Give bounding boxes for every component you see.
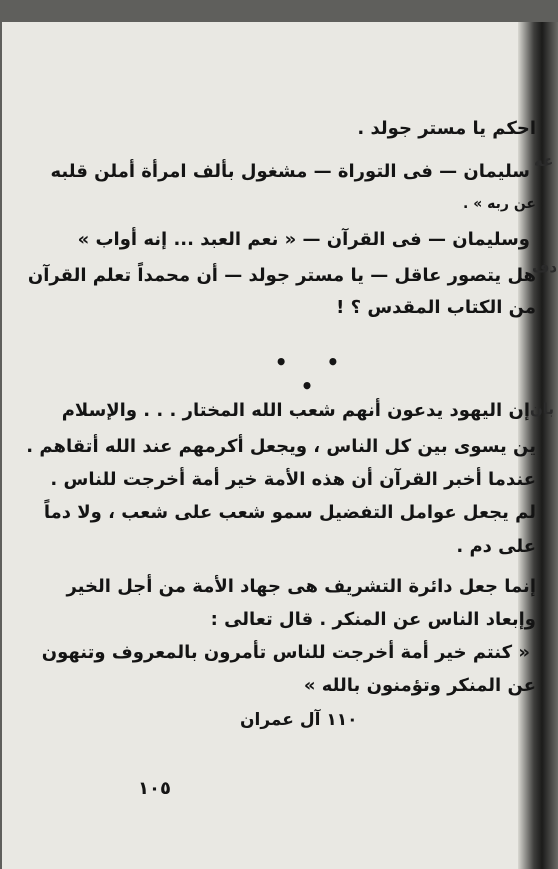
page-number: ١٠٥ — [138, 778, 171, 799]
text-line: إنما جعل دائرة التشريف هى جهاد الأمة من أجل الخير — [66, 576, 536, 597]
text-line: عندما أخبر القرآن أن هذه الأمة خير أمة أخرجت للناس . — [50, 469, 536, 490]
section-separator: • • • — [274, 350, 356, 398]
margin-fragment: دف — [532, 258, 558, 276]
quran-reference: ١١٠ آل عمران — [240, 710, 358, 730]
text-line: وإبعاد الناس عن المنكر . قال تعالى : — [210, 609, 536, 630]
text-line: من الكتاب المقدس ؟ ! — [336, 297, 536, 318]
text-line: إن اليهود يدعون أنهم شعب الله المختار . . . والإسلام — [61, 400, 530, 421]
text-line: سليمان — فى التوراة — مشغول بألف امرأة أملن قلبه — [50, 161, 530, 182]
text-line: على دم . — [456, 536, 536, 557]
margin-fragment: عه — [534, 152, 554, 170]
text-line: عن المنكر وتؤمنون بالله » — [303, 675, 536, 696]
text-line: هل يتصور عاقل — يا مستر جولد — أن محمداً تعلم القرآن — [27, 265, 536, 286]
text-line: عن ربه » . — [463, 196, 536, 212]
text-line: لم يجعل عوامل التفضيل سمو شعب على شعب ، ولا دماً — [43, 502, 536, 523]
body-text-top — [27, 113, 536, 324]
text-line: ين يسوى بين كل الناس ، ويجعل أكرمهم عند الله أتقاهم . — [26, 436, 536, 457]
text-line: وسليمان — فى القرآن — « نعم العبد ... إنه أواب » — [77, 229, 530, 250]
text-line: احكم يا مستر جولد . — [357, 118, 536, 139]
margin-fragment: بان — [530, 400, 555, 418]
text-line: « كنتم خير أمة أخرجت للناس تأمرون بالمعروف وتنهون — [41, 642, 530, 663]
body-text-middle — [26, 395, 536, 703]
